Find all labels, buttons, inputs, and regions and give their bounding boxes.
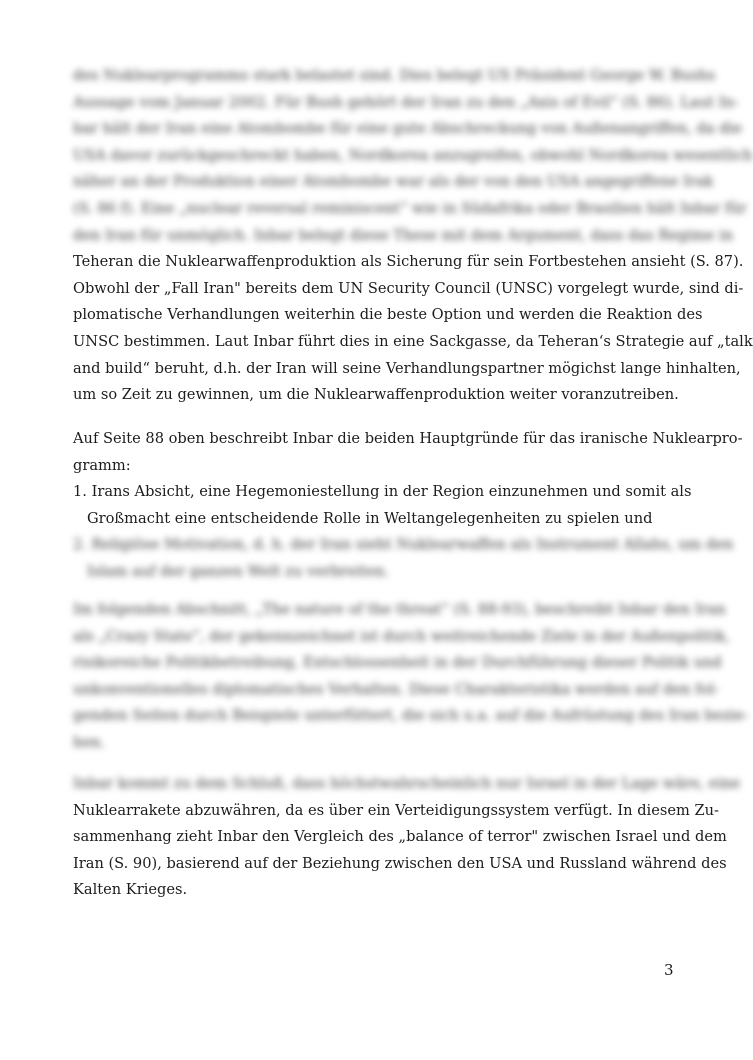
blurred-text-line: USA davor zurückgeschreckt haben, Nordkorea anzugreifen, obwohl Nordkorea wesentlich [73,146,753,164]
text-line: Obwohl der „Fall Iran" bereits dem UN Security Council (UNSC) vorgelegt wurde, sind di- [73,279,744,297]
text-line: Nuklearrakete abzuwähren, da es über ein Verteidigungssystem verfügt. In diesem Zu- [73,801,719,819]
blurred-text-line: Islam auf der ganzen Welt zu verbreiten. [87,562,390,580]
paragraph-crazy-state [73,597,749,757]
paragraph-balance-of-terror [73,771,741,904]
text-line: plomatische Verhandlungen weiterhin die beste Option und werden die Reaktion des [73,306,703,324]
blurred-text-line: (S. 86 f). Eine „nuclear reversal reminiscent“ wie in Südafrika oder Brasilien hält Inbar für [73,199,747,217]
text-line: UNSC bestimmen. Laut Inbar führt dies in eine Sackgasse, da Teheran‘s Strategie auf „talk [73,332,753,350]
text-line: and build“ beruht, d.h. der Iran will seine Verhandlungspartner mögichst lange hinhalten, [73,359,741,377]
blurred-text-line: als „Crazy State“, der gekennzeichnet ist durch weitreichende Ziele in der Außenpolitik, [73,627,730,645]
blurred-text-line: risikoreiche Politikbetreibung, Entschlossenheit in der Durchführung dieser Politik und [73,654,722,672]
blurred-text-line: genden Seiten durch Beispiele unterfüttert, die sich u.a. auf die Aufrüstung des Iran bezie- [73,707,749,725]
blurred-text-line: unkonventionelles diplomatisches Verhalten. Diese Charakteristika werden auf den fol- [73,680,719,698]
list-marker: 2. [73,536,87,554]
text-line: Iran (S. 90), basierend auf der Beziehung zwischen den USA und Russland während des [73,854,727,872]
blurred-text-line: Im folgenden Abschnitt, „The nature of the threat“ (S. 88-93), beschreibt Inbar den Iran [73,601,726,618]
blurred-text-line: Religiöse Motivation, d. h. der Iran sieht Nuklearwaffen als Instrument Allahs, um den [91,536,734,554]
numbered-list [73,479,734,585]
blurred-text-line: näher an der Produktion einer Atombombe war als der von den USA angegriffene Irak [73,173,714,191]
paragraph-nuclear-program [73,63,753,409]
list-item-2 [73,532,734,559]
list-item-text: Irans Absicht, eine Hegemoniestellung in der Region einzunehmen und somit als [91,483,692,500]
list-item-text: Großmacht eine entscheidende Rolle in Weltangelegenheiten zu spielen und [87,509,653,527]
blurred-text-line: den Iran für unmöglich. Inbar belegt diese These mit dem Argument, dass das Regime in [73,226,734,244]
blurred-text-line: Aussage vom Januar 2002. Für Bush gehört der Iran zu den „Axis of Evil“ (S. 86). Laut In- [73,93,739,111]
paragraph-main-reasons [73,426,743,479]
page-number: 3 [664,961,674,979]
text-line: Teheran die Nuklearwaffenproduktion als Sicherung für sein Fortbestehen ansieht (S. 87). [73,253,744,271]
blurred-text-line: hen. [73,733,106,751]
blurred-text-line: Inbar kommt zu dem Schluß, dass höchstwahrscheinlich nur Israel in der Lage wäre, eine [73,775,741,792]
text-line: gramm: [73,456,131,474]
list-item-1 [73,479,692,506]
text-line: Auf Seite 88 oben beschreibt Inbar die beiden Hauptgründe für das iranische Nuklearpro- [73,430,743,447]
text-line: um so Zeit zu gewinnen, um die Nuklearwaffenproduktion weiter voranzutreiben. [73,386,679,404]
blurred-text-line: bar hält der Iran eine Atombombe für eine gute Abschreckung von Außenangriffen, da die [73,120,742,138]
text-line: Kalten Krieges. [73,881,188,899]
list-marker: 1. [73,483,87,500]
blurred-text-line: des Nuklearprogramms stark belastet sind. Dies belegt US Präsident George W. Bushs [73,67,716,84]
text-line: sammenhang zieht Inbar den Vergleich des „balance of terror" zwischen Israel und dem [73,828,727,846]
